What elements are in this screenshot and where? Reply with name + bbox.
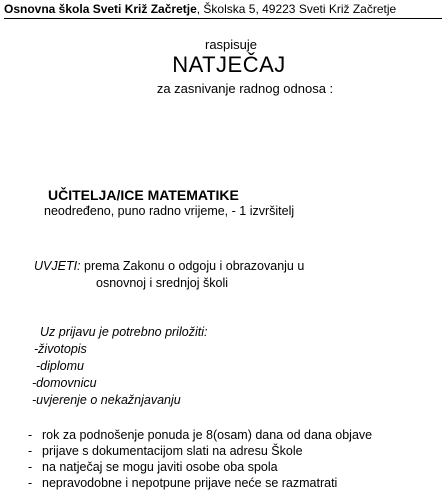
bullet: -	[28, 460, 33, 474]
purpose-text: za zasnivanje radnog odnosa :	[156, 81, 334, 96]
list-item: -domovnicu	[32, 376, 97, 390]
bullet: -	[28, 476, 33, 490]
conditions-text-1: prema Zakonu o odgoju i obrazovanju u	[80, 259, 305, 273]
list-item: - prijave s dokumentacijom slati na adresu Škole	[28, 444, 303, 458]
document-title: NATJEČAJ	[172, 52, 286, 77]
conditions-line-1	[34, 258, 304, 275]
bullet: -	[28, 428, 33, 442]
announces-text: raspisuje	[204, 37, 258, 52]
list-item: -diplomu	[36, 359, 84, 373]
school-name: Osnovna škola Sveti Križ Začretje	[4, 2, 197, 16]
document-header	[4, 0, 442, 19]
position-detail: neodređeno, puno radno vrijeme, - 1 izvršitelj	[44, 204, 295, 218]
conditions-text-2: osnovnoj i srednjoj školi	[96, 276, 229, 290]
list-item: - na natječaj se mogu javiti osobe oba spola	[28, 460, 278, 474]
rules-list	[28, 427, 372, 491]
bullet: -	[28, 444, 33, 458]
conditions-label: UVJETI:	[34, 259, 81, 273]
list-item: - nepravodobne i nepotpune prijave neće se razmatrati	[28, 476, 338, 490]
list-item: -životopis	[34, 342, 87, 356]
list-item: - rok za podnošenje ponuda je 8(osam) dana od dana objave	[28, 428, 373, 442]
application-heading: Uz prijavu je potrebno priložiti:	[40, 325, 208, 339]
list-item: -uvjerenje o nekažnjavanju	[32, 393, 181, 407]
school-address: , Školska 5, 49223 Sveti Križ Začretje	[196, 2, 397, 16]
position-title: UČITELJA/ICE MATEMATIKE	[48, 187, 239, 203]
required-documents-list	[32, 341, 181, 409]
